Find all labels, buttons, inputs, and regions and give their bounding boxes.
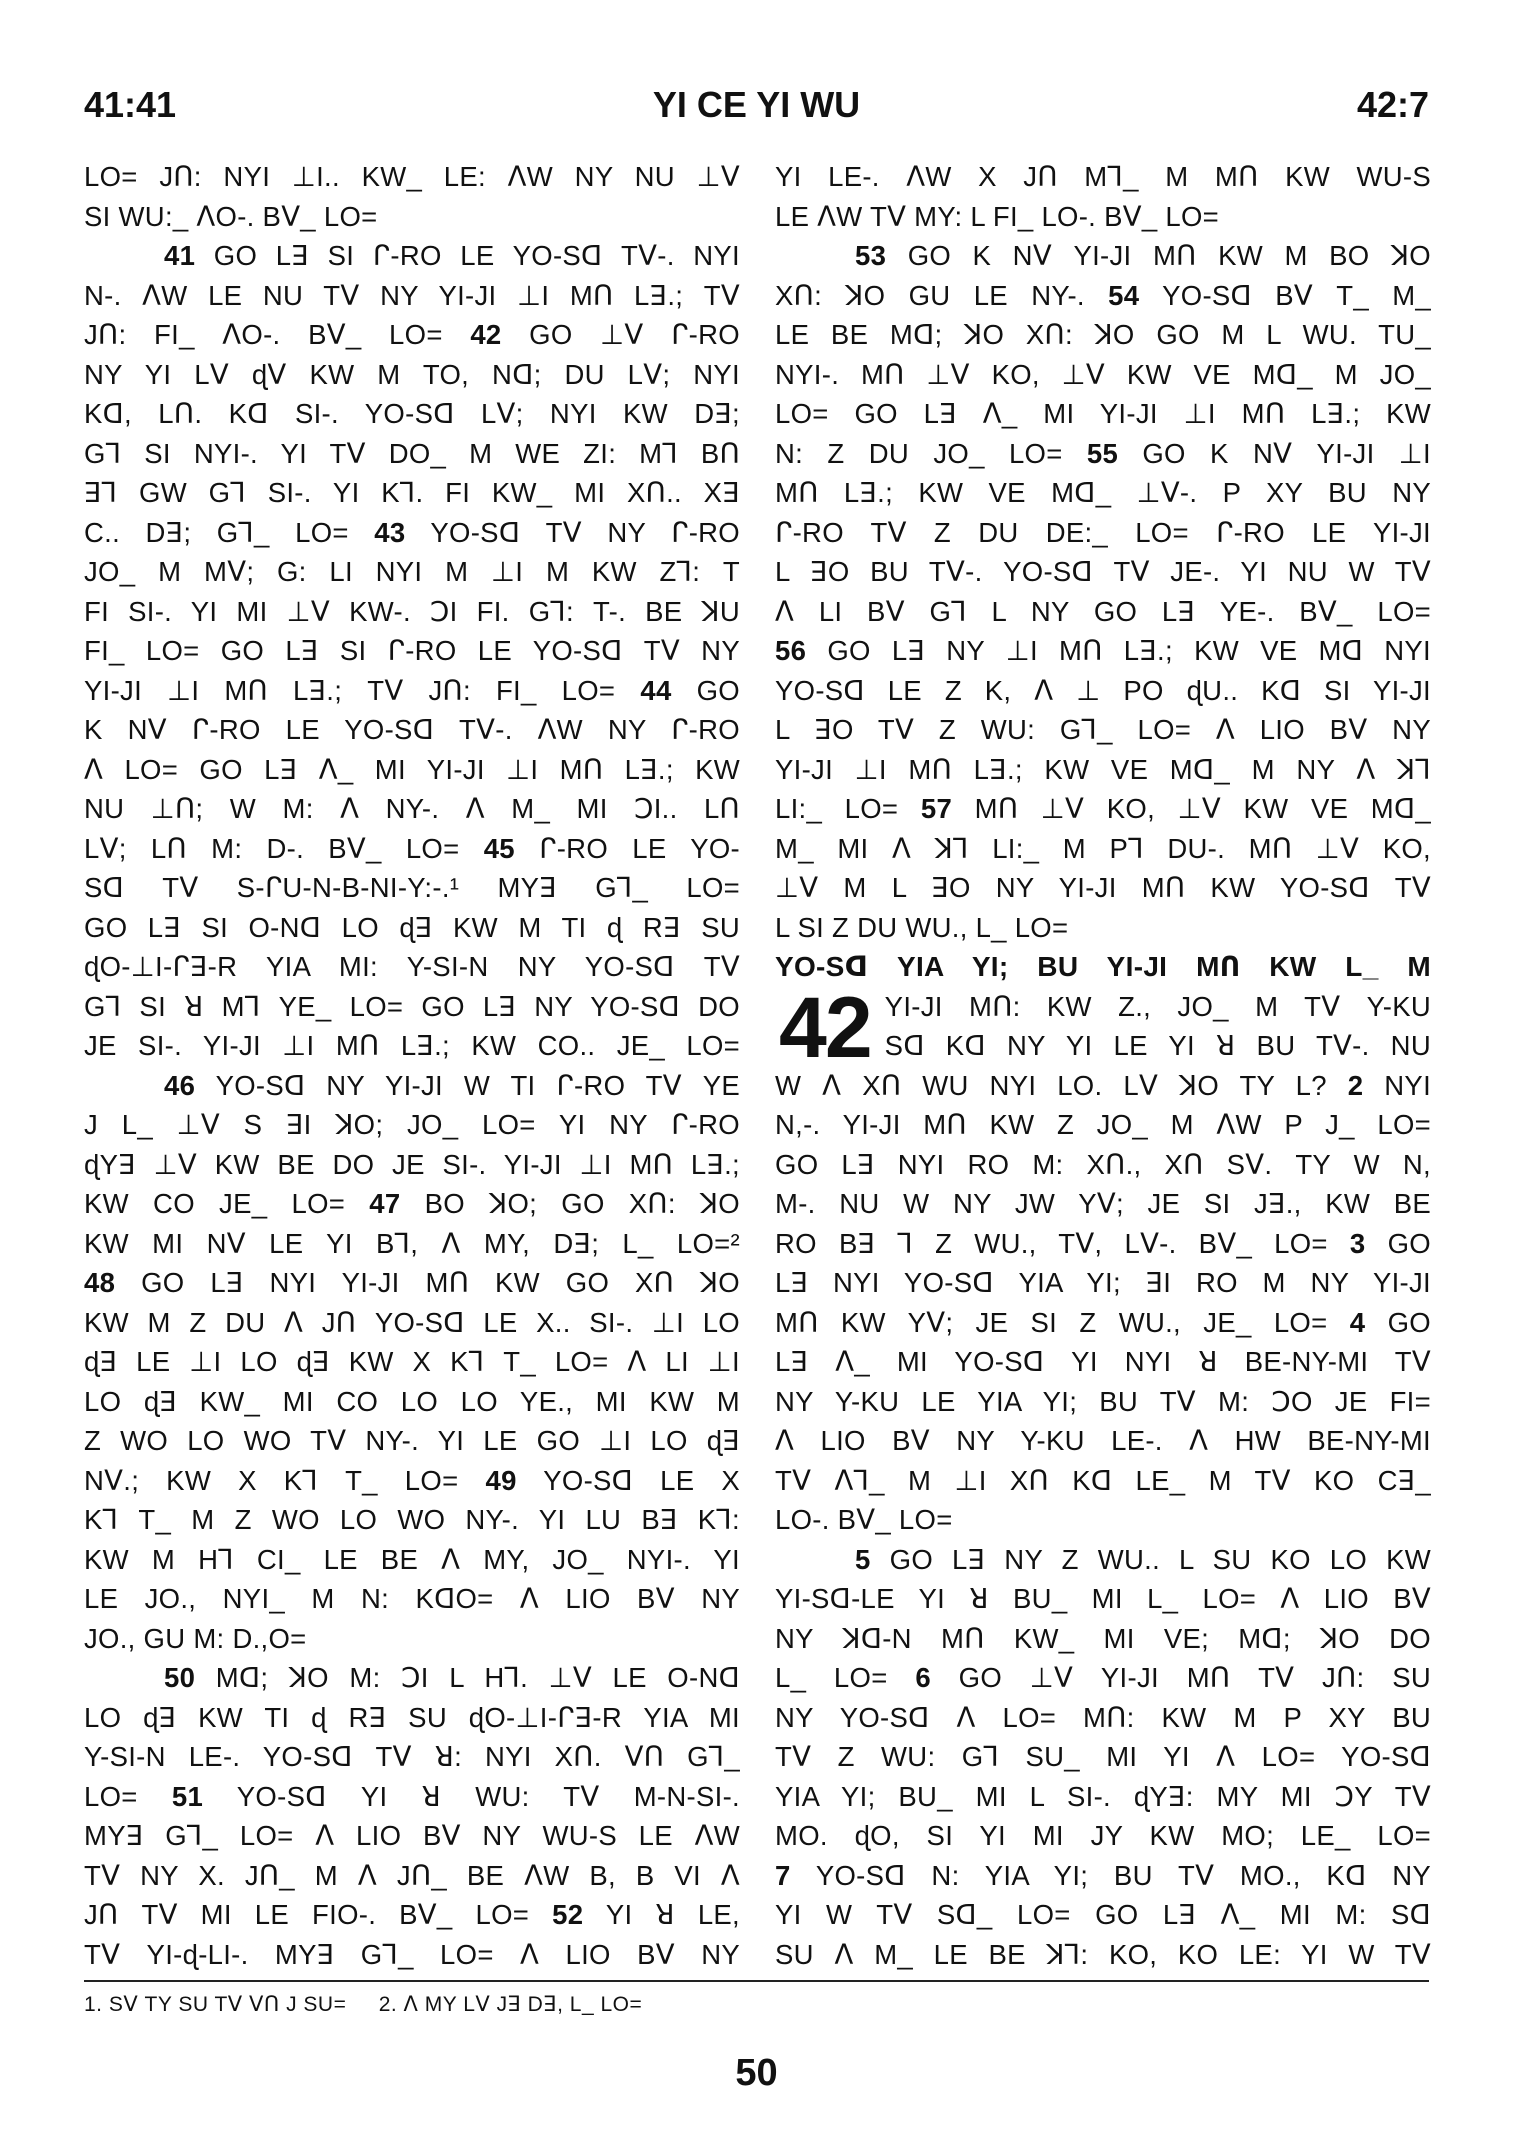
right-column: [775, 157, 1431, 1974]
text-line: MYꓱ Gꓶ_ LO= ᐱ LIO Bᐯ NY WU-S LE ᐱW: [84, 1820, 740, 1851]
verse-number: 51: [171, 1780, 204, 1812]
text-line: YI W Tᐯ Sꓷ_ LO= GO Lꓱ ᐱ_ MI M: Sꓷ: [775, 1899, 1431, 1930]
text-line: NY ꓘꓷ-N MՈ KW_ MI VE; Mꓷ; ꓘO DO: [775, 1622, 1431, 1654]
text-line: LO= GO Lꓱ ᐱ_ MI YI-JI ⊥I MՈ Lꓱ.; KW: [775, 398, 1431, 429]
verse-number: 44: [640, 674, 672, 706]
text-line: Lꓱ ᐱ_ MI YO-Sꓷ YI NYI ꓤ BE-NY-MI Tᐯ: [775, 1346, 1431, 1377]
text-line: Lᐯ; LՈ M: D-. Bᐯ_ LO= 45 ᒋ-RO LE YO-: [84, 832, 740, 864]
text-line: Y-SI-N LE-. YO-Sꓷ Tᐯ ꓤ: NYI XՈ. ᐯՈ Gꓶ_: [84, 1741, 740, 1772]
text-line: 7 YO-Sꓷ N: YIA YI; BU Tᐯ MO., Kꓷ NY: [775, 1859, 1431, 1891]
text-line: Gꓶ SI NYI-. YI Tᐯ DO_ M WE ZI: Mꓶ BՈ: [84, 437, 740, 469]
text-line: NYI-. MՈ ⊥ᐯ KO, ⊥ᐯ KW VE Mꓷ_ M JO_: [775, 358, 1431, 390]
verse-number: 7: [775, 1859, 791, 1891]
verse-number: 52: [552, 1899, 584, 1930]
text-line: JO., GU M: D.,O=: [84, 1622, 307, 1654]
text-line: LE BE Mꓷ; ꓘO XՈ: ꓘO GO M L WU. TU_: [775, 319, 1431, 350]
text-line: JO_ M Mᐯ; G: LI NYI M ⊥I M KW Zꓶ: T: [84, 556, 740, 587]
text-line: KW CO JE_ LO= 47 BO ꓘO; GO XՈ: ꓘO: [84, 1188, 740, 1219]
text-line: ᐱ LI Bᐯ Gꓶ L NY GO Lꓱ YE-. Bᐯ_ LO=: [775, 595, 1431, 627]
text-line: C.. Dꓱ; Gꓶ_ LO= 43 YO-Sꓷ Tᐯ NY ᒋ-RO: [84, 516, 740, 548]
text-line: JՈ Tᐯ MI LE FIO-. Bᐯ_ LO= 52 YI ꓤ LE,: [84, 1899, 740, 1930]
text-line: LI:_ LO= 57 MՈ ⊥ᐯ KO, ⊥ᐯ KW VE Mꓷ_: [775, 793, 1431, 824]
text-line: K Nᐯ ᒋ-RO LE YO-Sꓷ Tᐯ-. ᐱW NY ᒋ-RO: [84, 714, 740, 745]
verse-number: 47: [369, 1188, 401, 1219]
text-line: L SI Z DU WU., L_ LO=: [775, 911, 1069, 943]
verse-number: 55: [1086, 437, 1119, 469]
text-line: Sꓷ Kꓷ NY YI LE YI ꓤ BU Tᐯ-. NU: [884, 1030, 1431, 1061]
chapter-heading: YO-Sꓷ YIA YI; BU YI-JI MՈ KW L_ M: [775, 951, 1431, 982]
verse-number: 41: [164, 240, 196, 271]
verse-number: 50: [164, 1662, 196, 1693]
verse-number: 57: [920, 793, 953, 824]
text-line: 56 GO Lꓱ NY ⊥I MՈ Lꓱ.; KW VE Mꓷ NYI: [775, 635, 1431, 666]
text-line: M-. NU W NY JW Yᐯ; JE SI Jꓱ., KW BE: [775, 1188, 1431, 1219]
text-line: YIA YI; BU_ MI L SI-. ɖYꓱ: MY MI ꓛY Tᐯ: [775, 1780, 1431, 1812]
text-line: Tᐯ NY X. JՈ_ M ᐱ JՈ_ BE ᐱW B, B VI ᐱ: [84, 1859, 740, 1891]
text-line: LE JO., NYI_ M N: KꓷO= ᐱ LIO Bᐯ NY: [84, 1583, 740, 1614]
chapter-block: [775, 979, 1431, 1076]
text-line: ɖYꓱ ⊥ᐯ KW BE DO JE SI-. YI-JI ⊥I MՈ Lꓱ.;: [84, 1148, 740, 1180]
text-line: J L_ ⊥ᐯ S ꓱI ꓘO; JO_ LO= YI NY ᒋ-RO: [84, 1109, 740, 1140]
page-number: 50: [735, 2052, 778, 2094]
header-book-title: YI CE YI WU: [652, 84, 861, 125]
text-line: Tᐯ Z WU: Gꓶ SU_ MI YI ᐱ LO= YO-Sꓷ: [775, 1741, 1431, 1772]
text-line: ɖꓱ LE ⊥I LO ɖꓱ KW X Kꓶ T_ LO= ᐱ LI ⊥I: [84, 1346, 740, 1377]
text-line: RO Bꓱ ꓶ Z WU., Tᐯ, Lᐯ-. Bᐯ_ LO= 3 GO: [775, 1227, 1431, 1259]
text-line: 50 Mꓷ; ꓘO M: ꓛI L Hꓶ. ⊥ᐯ LE O-Nꓷ: [164, 1662, 740, 1693]
text-line: FI_ LO= GO Lꓱ SI ᒋ-RO LE YO-Sꓷ Tᐯ NY: [84, 635, 740, 666]
text-line: LO ɖꓱ KW TI ɖ Rꓱ SU ɖO-⊥I-ᒋꓱ-R YIA MI: [84, 1701, 740, 1733]
text-line: Z WO LO WO Tᐯ NY-. YI LE GO ⊥I LO ɖꓱ: [84, 1425, 740, 1456]
text-line: 48 GO Lꓱ NYI YI-JI MՈ KW GO XՈ ꓘO: [84, 1267, 740, 1298]
verse-number: 46: [164, 1069, 196, 1101]
footnotes: [84, 1992, 668, 2017]
verse-number: 4: [1349, 1306, 1366, 1338]
text-line: ꓱꓶ GW Gꓶ SI-. YI Kꓶ. FI KW_ MI XՈ.. Xꓱ: [84, 477, 740, 508]
chapter-number: 42: [779, 979, 871, 1076]
text-line: KW M Hꓶ CI_ LE BE ᐱ MY, JO_ NYI-. YI: [84, 1543, 740, 1575]
text-line: NY YI Lᐯ ɖᐯ KW M TO, Nꓷ; DU Lᐯ; NYI: [84, 358, 740, 390]
text-line: YI-JI ⊥I MՈ Lꓱ.; KW VE Mꓷ_ M NY ᐱ ꓘꓶ: [775, 753, 1431, 785]
text-line: YI-JI MՈ: KW Z., JO_ M Tᐯ Y-KU: [884, 990, 1431, 1022]
text-line: YI LE-. ᐱW X JՈ Mꓶ_ M MՈ KW WU-S: [775, 161, 1431, 192]
text-line: YI-JI ⊥I MՈ Lꓱ.; Tᐯ JՈ: FI_ LO= 44 GO: [84, 674, 740, 706]
header-left-reference: 41:41: [84, 84, 177, 125]
text-line: XՈ: ꓘO GU LE NY-. 54 YO-Sꓷ Bᐯ T_ M_: [775, 279, 1431, 311]
text-line: Lꓱ NYI YO-Sꓷ YIA YI; ꓱI RO M NY YI-JI: [775, 1267, 1431, 1298]
text-line: LE ᐱW Tᐯ MY: L FI_ LO-. Bᐯ_ LO=: [775, 200, 1219, 232]
text-line: NY YO-Sꓷ ᐱ LO= MՈ: KW M P XY BU: [775, 1701, 1431, 1733]
verse-number: 2: [1347, 1069, 1364, 1101]
text-line: Sꓷ Tᐯ S-ᒋU-N-B-NI-Y:-.¹ MYꓱ Gꓶ_ LO=: [84, 872, 740, 903]
verse-number: 48: [84, 1267, 116, 1298]
verse-number: 53: [855, 240, 887, 271]
text-line: 46 YO-Sꓷ NY YI-JI W TI ᒋ-RO Tᐯ YE: [164, 1069, 740, 1101]
text-line: 53 GO K Nᐯ YI-JI MՈ KW M BO ꓘO: [855, 240, 1431, 271]
text-line: KW M Z DU ᐱ JՈ YO-Sꓷ LE X.. SI-. ⊥I LO: [84, 1306, 740, 1338]
text-line: Kꓶ T_ M Z WO LO WO NY-. YI LU Bꓱ Kꓶ:: [84, 1504, 740, 1535]
text-line: SI WU:_ ᐱO-. Bᐯ_ LO=: [84, 200, 378, 232]
footnote-2: 2. ᐱ MY Lᐯ Jꓱ Dꓱ, L_ LO=: [378, 1993, 643, 2016]
text-line: MO. ɖO, SI YI MI JY KW MO; LE_ LO=: [775, 1820, 1431, 1851]
text-line: NU ⊥Ո; W M: ᐱ NY-. ᐱ M_ MI ꓛI.. LՈ: [84, 793, 740, 824]
verse-number: 45: [483, 832, 515, 864]
text-line: Nᐯ.; KW X Kꓶ T_ LO= 49 YO-Sꓷ LE X: [84, 1464, 741, 1496]
text-line: Gꓶ SI ꓤ Mꓶ YE_ LO= GO Lꓱ NY YO-Sꓷ DO: [84, 990, 740, 1022]
text-line: M_ MI ᐱ ꓘꓶ LI:_ M Pꓶ DU-. MՈ ⊥ᐯ KO,: [775, 832, 1431, 864]
text-line: ᒋ-RO Tᐯ Z DU DE:_ LO= ᒋ-RO LE YI-JI: [775, 516, 1431, 548]
text-line: MՈ KW Yᐯ; JE SI Z WU., JE_ LO= 4 GO: [775, 1306, 1431, 1338]
text-line: LO-. Bᐯ_ LO=: [775, 1504, 953, 1535]
text-line: N,-. YI-JI MՈ KW Z JO_ M ᐱW P J_ LO=: [775, 1109, 1431, 1140]
text-line: LO= 51 YO-Sꓷ YI ꓤ WU: Tᐯ M-N-SI-.: [84, 1780, 740, 1812]
verse-number: 49: [485, 1464, 517, 1496]
text-line: SU ᐱ M_ LE BE ꓘꓶ: KO, KO LE: YI W Tᐯ: [775, 1938, 1431, 1970]
text-line: Tᐯ YI-ɖ-LI-. MYꓱ Gꓶ_ LO= ᐱ LIO Bᐯ NY: [84, 1938, 740, 1970]
text-line: GO Lꓱ SI O-Nꓷ LO ɖꓱ KW M TI ɖ Rꓱ SU: [84, 911, 740, 943]
text-line: LO= JՈ: NYI ⊥I.. KW_ LE: ᐱW NY NU ⊥ᐯ: [84, 161, 740, 192]
text-line: JՈ: FI_ ᐱO-. Bᐯ_ LO= 42 GO ⊥ᐯ ᒋ-RO: [84, 319, 740, 350]
text-line: YO-Sꓷ LE Z K, ᐱ ⊥ PO ɖU.. Kꓷ SI YI-JI: [775, 674, 1431, 706]
text-line: ⊥ᐯ M L ꓱO NY YI-JI MՈ KW YO-Sꓷ Tᐯ: [775, 872, 1431, 903]
text-line: KW MI Nᐯ LE YI Bꓶ, ᐱ MY, Dꓱ; L_ LO=²: [84, 1227, 740, 1259]
text-line: L ꓱO Tᐯ Z WU: Gꓶ_ LO= ᐱ LIO Bᐯ NY: [775, 714, 1431, 745]
text-line: Kꓷ, LՈ. Kꓷ SI-. YO-Sꓷ Lᐯ; NYI KW Dꓱ;: [84, 398, 740, 429]
text-line: LO ɖꓱ KW_ MI CO LO LO YE., MI KW M: [84, 1385, 740, 1417]
footnote-divider: [84, 1980, 1429, 1982]
footnote-1: 1. Sᐯ TY SU Tᐯ ᐯՈ J SU=: [84, 1993, 347, 2016]
verse-number: 42: [470, 319, 502, 350]
text-line: 41 GO Lꓱ SI ᒋ-RO LE YO-Sꓷ Tᐯ-. NYI: [164, 240, 740, 271]
verse-number: 5: [855, 1543, 871, 1575]
text-line: ᐱ LO= GO Lꓱ ᐱ_ MI YI-JI ⊥I MՈ Lꓱ.; KW: [84, 753, 740, 785]
text-line: L ꓱO BU Tᐯ-. YO-Sꓷ Tᐯ JE-. YI NU W Tᐯ: [775, 556, 1431, 587]
running-header: [84, 84, 1429, 134]
verse-number: 54: [1108, 279, 1140, 311]
verse-number: 3: [1349, 1227, 1366, 1259]
text-line: ᐱ LIO Bᐯ NY Y-KU LE-. ᐱ HW BE-NY-MI: [775, 1425, 1431, 1456]
text-line: 5 GO Lꓱ NY Z WU.. L SU KO LO KW: [855, 1543, 1431, 1575]
text-line: YI-Sꓷ-LE YI ꓤ BU_ MI L_ LO= ᐱ LIO Bᐯ: [775, 1583, 1431, 1614]
text-line: Tᐯ ᐱꓶ_ M ⊥I XՈ Kꓷ LE_ M Tᐯ KO Cꓱ_: [775, 1464, 1431, 1496]
text-line: MՈ Lꓱ.; KW VE Mꓷ_ ⊥ᐯ-. P XY BU NY: [775, 477, 1431, 508]
text-line: JE SI-. YI-JI ⊥I MՈ Lꓱ.; KW CO.. JE_ LO=: [84, 1030, 740, 1061]
text-line: N: Z DU JO_ LO= 55 GO K Nᐯ YI-JI ⊥I: [775, 437, 1431, 469]
text-line: FI SI-. YI MI ⊥ᐯ KW-. ꓛI FI. Gꓶ: T-. BE ꓘU: [84, 595, 740, 627]
text-line: W ᐱ XՈ WU NYI LO. Lᐯ ꓘO TY L? 2 NYI: [775, 1069, 1432, 1101]
text-line: NY Y-KU LE YIA YI; BU Tᐯ M: ꓛO JE FI=: [775, 1385, 1431, 1417]
text-line: GO Lꓱ NYI RO M: XՈ., XՈ Sᐯ. TY W N,: [775, 1148, 1431, 1180]
text-line: L_ LO= 6 GO ⊥ᐯ YI-JI MՈ Tᐯ JՈ: SU: [775, 1662, 1431, 1693]
left-column: [84, 157, 740, 1974]
header-right-reference: 42:7: [1356, 84, 1429, 125]
text-line: N-. ᐱW LE NU Tᐯ NY YI-JI ⊥I MՈ Lꓱ.; Tᐯ: [84, 279, 740, 311]
verse-number: 6: [915, 1662, 931, 1693]
verse-number: 43: [374, 516, 406, 548]
text-line: ɖO-⊥I-ᒋꓱ-R YIA MI: Y-SI-N NY YO-Sꓷ Tᐯ: [84, 951, 740, 982]
verse-number: 56: [775, 635, 807, 666]
